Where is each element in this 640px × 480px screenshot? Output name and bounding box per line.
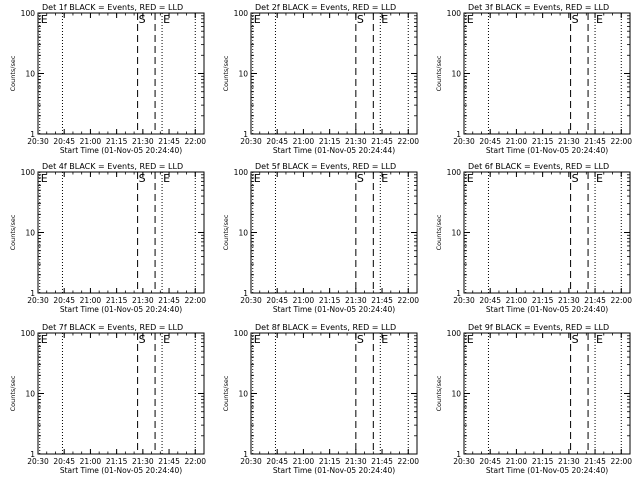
y-tick-label: 1	[30, 450, 35, 459]
x-tick-label: 21:15	[531, 296, 554, 305]
x-tick-label: 22:00	[397, 296, 420, 305]
panel-8	[222, 323, 419, 475]
y-axis-label: Counts/sec	[222, 214, 230, 251]
x-tick-label: 20:45	[53, 296, 76, 305]
x-tick-label: 21:15	[531, 457, 554, 466]
y-tick-label: 1	[30, 289, 35, 298]
y-tick-label: 100	[233, 9, 248, 18]
x-tick-label: 21:30	[132, 296, 154, 305]
x-axis-label: Start Time (01-Nov-05 20:24:44)	[272, 146, 396, 155]
marker-label: E	[381, 333, 389, 346]
x-tick-label: 20:30	[240, 457, 262, 466]
x-tick-label: 21:00	[505, 137, 528, 146]
x-tick-label: 20:30	[453, 296, 475, 305]
x-tick-label: 21:00	[505, 457, 528, 466]
marker-label: E	[466, 172, 474, 185]
y-axis-label: Counts/sec	[435, 55, 443, 92]
marker-label: S	[138, 172, 146, 185]
x-tick-label: 20:45	[266, 296, 289, 305]
panel-7	[9, 323, 206, 475]
x-tick-label: 21:30	[558, 137, 580, 146]
x-tick-label: 22:00	[610, 457, 633, 466]
marker-label: E	[163, 172, 171, 185]
x-tick-label: 21:15	[318, 137, 341, 146]
marker-label: E	[253, 333, 261, 346]
y-axis-label: Counts/sec	[435, 375, 443, 412]
x-tick-label: 22:00	[610, 296, 633, 305]
x-tick-label: 21:00	[292, 457, 315, 466]
panel-2	[222, 3, 419, 155]
y-tick-label: 100	[20, 9, 35, 18]
marker-label: S	[356, 333, 364, 346]
x-tick-label: 22:00	[184, 296, 207, 305]
x-tick-label: 20:30	[453, 457, 475, 466]
panel-title: Det 5f BLACK = Events, RED = LLD	[255, 162, 397, 171]
panel-title: Det 1f BLACK = Events, RED = LLD	[42, 3, 184, 12]
x-tick-label: 21:30	[132, 137, 154, 146]
marker-label: E	[253, 172, 261, 185]
y-axis-label: Counts/sec	[435, 214, 443, 251]
marker-label: E	[381, 172, 389, 185]
x-tick-label: 21:15	[318, 296, 341, 305]
y-axis-label: Counts/sec	[9, 375, 17, 412]
panel-9	[435, 323, 632, 475]
x-tick-label: 21:45	[584, 457, 606, 466]
y-tick-label: 100	[233, 168, 248, 177]
x-tick-label: 21:45	[371, 457, 393, 466]
x-tick-label: 21:00	[79, 296, 102, 305]
marker-label: E	[163, 13, 171, 26]
x-tick-label: 22:00	[184, 457, 207, 466]
x-tick-label: 21:45	[584, 296, 606, 305]
x-tick-label: 22:00	[397, 457, 420, 466]
x-tick-label: 20:30	[27, 137, 49, 146]
x-tick-label: 22:00	[397, 137, 420, 146]
y-tick-label: 100	[446, 329, 461, 338]
x-tick-label: 20:45	[53, 457, 76, 466]
x-axis-label: Start Time (01-Nov-05 20:24:40)	[59, 146, 183, 155]
x-axis-label: Start Time (01-Nov-05 20:24:40)	[59, 305, 183, 314]
x-tick-label: 21:45	[584, 137, 606, 146]
y-axis-label: Counts/sec	[222, 375, 230, 412]
y-tick-label: 10	[25, 69, 35, 79]
x-tick-label: 21:45	[371, 137, 393, 146]
x-tick-label: 22:00	[610, 137, 633, 146]
marker-label: S	[571, 13, 579, 26]
y-tick-label: 1	[243, 130, 248, 139]
y-tick-label: 1	[456, 289, 461, 298]
x-tick-label: 21:00	[292, 296, 315, 305]
panel-title: Det 8f BLACK = Events, RED = LLD	[255, 323, 397, 332]
marker-label: E	[163, 333, 171, 346]
x-tick-label: 21:45	[158, 137, 180, 146]
x-axis-label: Start Time (01-Nov-05 20:24:40)	[59, 466, 183, 475]
panel-6	[435, 162, 632, 314]
x-axis-label: Start Time (01-Nov-05 20:24:40)	[272, 305, 396, 314]
y-tick-label: 1	[456, 130, 461, 139]
x-tick-label: 21:15	[105, 457, 128, 466]
y-axis-label: Counts/sec	[9, 214, 17, 251]
x-tick-label: 21:00	[505, 296, 528, 305]
marker-label: E	[466, 333, 474, 346]
y-tick-label: 100	[20, 168, 35, 177]
marker-label: S	[138, 333, 146, 346]
x-tick-label: 21:45	[371, 296, 393, 305]
y-tick-label: 10	[238, 228, 248, 238]
marker-label: S	[356, 13, 364, 26]
x-tick-label: 20:30	[240, 296, 262, 305]
x-tick-label: 20:45	[479, 296, 502, 305]
y-axis-label: Counts/sec	[9, 55, 17, 92]
y-tick-label: 10	[451, 389, 461, 399]
x-tick-label: 20:45	[53, 137, 76, 146]
y-tick-label: 1	[243, 289, 248, 298]
panel-title: Det 4f BLACK = Events, RED = LLD	[42, 162, 184, 171]
x-axis-label: Start Time (01-Nov-05 20:24:40)	[485, 466, 609, 475]
panel-title: Det 6f BLACK = Events, RED = LLD	[468, 162, 610, 171]
marker-label: E	[40, 172, 48, 185]
x-tick-label: 20:45	[479, 457, 502, 466]
marker-label: E	[381, 13, 389, 26]
y-tick-label: 10	[451, 228, 461, 238]
marker-label: S	[571, 172, 579, 185]
panel-1	[9, 3, 206, 155]
x-tick-label: 21:45	[158, 296, 180, 305]
x-tick-label: 20:30	[453, 137, 475, 146]
x-axis-label: Start Time (01-Nov-05 20:24:40)	[272, 466, 396, 475]
y-tick-label: 100	[446, 168, 461, 177]
marker-label: E	[466, 13, 474, 26]
y-axis-label: Counts/sec	[222, 55, 230, 92]
y-tick-label: 10	[238, 69, 248, 79]
x-tick-label: 20:30	[240, 137, 262, 146]
x-tick-label: 22:00	[184, 137, 207, 146]
y-tick-label: 1	[456, 450, 461, 459]
x-tick-label: 21:30	[345, 457, 367, 466]
x-tick-label: 20:45	[266, 137, 289, 146]
x-axis-label: Start Time (01-Nov-05 20:24:40)	[485, 146, 609, 155]
marker-label: E	[40, 13, 48, 26]
y-tick-label: 10	[451, 69, 461, 79]
x-tick-label: 20:45	[266, 457, 289, 466]
x-tick-label: 21:00	[79, 457, 102, 466]
y-tick-label: 100	[20, 329, 35, 338]
marker-label: E	[596, 172, 604, 185]
x-tick-label: 21:00	[292, 137, 315, 146]
panel-3	[435, 3, 632, 155]
marker-label: S	[356, 172, 364, 185]
marker-label: E	[40, 333, 48, 346]
x-tick-label: 21:15	[105, 296, 128, 305]
x-tick-label: 20:45	[479, 137, 502, 146]
y-tick-label: 10	[25, 228, 35, 238]
y-tick-label: 100	[446, 9, 461, 18]
x-tick-label: 21:30	[345, 137, 367, 146]
x-tick-label: 21:30	[132, 457, 154, 466]
y-tick-label: 100	[233, 329, 248, 338]
marker-label: E	[253, 13, 261, 26]
marker-label: E	[596, 13, 604, 26]
x-tick-label: 21:30	[558, 296, 580, 305]
x-tick-label: 21:15	[318, 457, 341, 466]
panel-4	[9, 162, 206, 314]
x-tick-label: 21:45	[158, 457, 180, 466]
panel-title: Det 3f BLACK = Events, RED = LLD	[468, 3, 610, 12]
x-tick-label: 21:15	[105, 137, 128, 146]
x-tick-label: 21:30	[558, 457, 580, 466]
marker-label: S	[571, 333, 579, 346]
x-tick-label: 21:15	[531, 137, 554, 146]
y-tick-label: 10	[25, 389, 35, 399]
marker-label: E	[596, 333, 604, 346]
panel-title: Det 9f BLACK = Events, RED = LLD	[468, 323, 610, 332]
panel-title: Det 2f BLACK = Events, RED = LLD	[255, 3, 397, 12]
x-tick-label: 20:30	[27, 296, 49, 305]
marker-label: S	[138, 13, 146, 26]
x-tick-label: 20:30	[27, 457, 49, 466]
y-tick-label: 10	[238, 389, 248, 399]
x-axis-label: Start Time (01-Nov-05 20:24:40)	[485, 305, 609, 314]
y-tick-label: 1	[243, 450, 248, 459]
x-tick-label: 21:00	[79, 137, 102, 146]
panel-title: Det 7f BLACK = Events, RED = LLD	[42, 323, 184, 332]
x-tick-label: 21:30	[345, 296, 367, 305]
panel-5	[222, 162, 419, 314]
y-tick-label: 1	[30, 130, 35, 139]
